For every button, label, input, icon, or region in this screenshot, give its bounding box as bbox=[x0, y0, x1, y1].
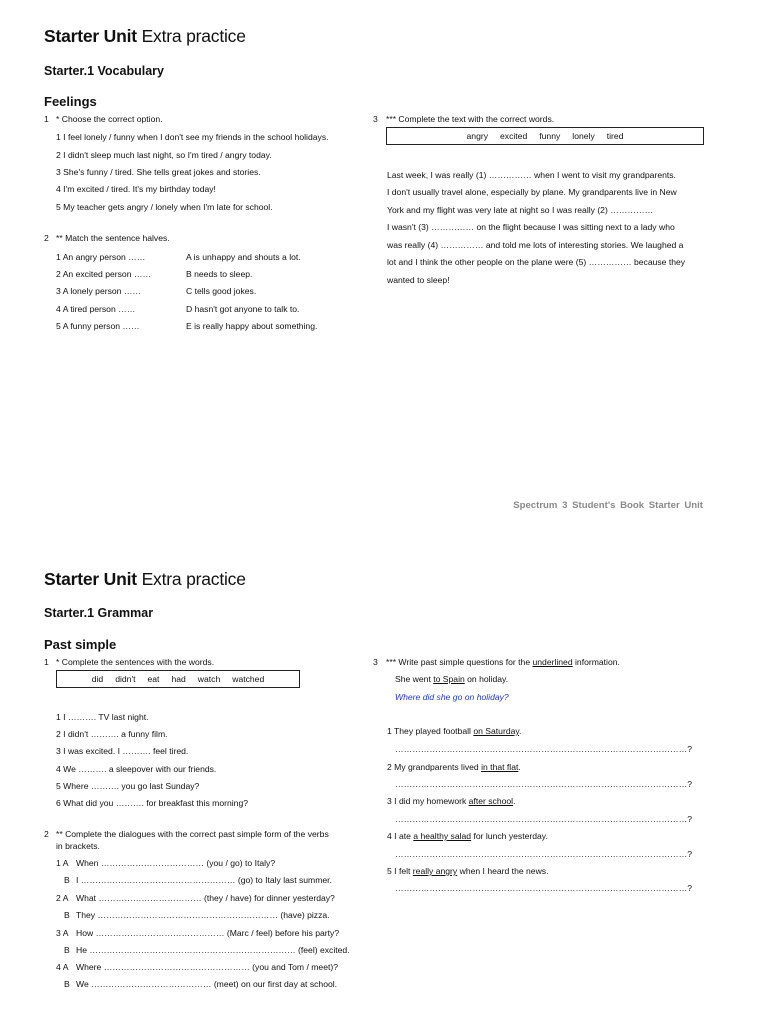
word-bank-word: did bbox=[91, 673, 104, 684]
match-right: B needs to sleep. bbox=[186, 269, 253, 279]
word-bank-word: angry bbox=[466, 130, 489, 141]
exercise-item: 3 I was excited. I ………. feel tired. bbox=[56, 746, 189, 756]
dialogue-label: 2 A bbox=[56, 893, 69, 903]
dialogue-label: 1 A bbox=[56, 858, 69, 868]
page-footer: Spectrum 3 Student's Book Starter Unit bbox=[513, 500, 703, 511]
text-line: I don't usually travel alone, especially by plane. My grandparents live in New bbox=[387, 187, 677, 197]
dialogue-line: We …………………………………… (meet) on our first day at school. bbox=[76, 979, 338, 989]
exercise-number: 1 bbox=[44, 657, 49, 667]
match-right: A is unhappy and shouts a lot. bbox=[186, 252, 301, 262]
answer-line[interactable]: …………………………………………………………………………………………? bbox=[395, 883, 692, 893]
question-part: 3 I did my homework bbox=[387, 796, 469, 806]
question-part: . bbox=[518, 762, 521, 772]
dialogue-line: They ……………………………………………………… (have) pizza. bbox=[76, 910, 330, 920]
subtitle: Starter.1 Grammar bbox=[44, 606, 154, 620]
question-part: . bbox=[513, 796, 516, 806]
page-title bbox=[44, 26, 246, 47]
exercise-number: 2 bbox=[44, 829, 49, 839]
exercise-item: 1 I feel lonely / funny when I don't see my friends in the school holidays. bbox=[56, 132, 329, 142]
exercise-instruction: * Choose the correct option. bbox=[56, 114, 163, 124]
word-bank-word: didn't bbox=[115, 673, 136, 684]
exercise-item: 4 I'm excited / tired. It's my birthday today! bbox=[56, 184, 216, 194]
exercise-item: 5 My teacher gets angry / lonely when I'm late for school. bbox=[56, 202, 273, 212]
example-part: She went bbox=[395, 674, 434, 684]
exercise-item: 3 She's funny / tired. She tells great jokes and stories. bbox=[56, 167, 261, 177]
question-underlined: in that flat bbox=[481, 762, 519, 772]
question-part: 5 I felt bbox=[387, 866, 413, 876]
title-bold: Starter Unit bbox=[44, 26, 137, 46]
exercise-item: 6 What did you ………. for breakfast this morning? bbox=[56, 798, 249, 808]
example-sentence bbox=[395, 675, 508, 684]
title-rest: Extra practice bbox=[136, 569, 246, 589]
exercise-instruction: in brackets. bbox=[56, 841, 100, 851]
question-item bbox=[387, 797, 516, 806]
subtitle: Starter.1 Vocabulary bbox=[44, 64, 164, 78]
example-part: on holiday. bbox=[464, 674, 509, 684]
match-left: 1 An angry person …… bbox=[56, 252, 146, 262]
question-part: 1 They played football bbox=[387, 726, 474, 736]
word-bank-word: excited bbox=[500, 130, 528, 141]
dialogue-line: What ……………………………… (they / have) for dinner yesterday? bbox=[76, 893, 335, 903]
exercise-instruction: ** Match the sentence halves. bbox=[56, 233, 170, 243]
word-bank-word: eat bbox=[147, 673, 160, 684]
exercise-number: 3 bbox=[373, 657, 378, 667]
text-line: Last week, I was really (1) …………… when I went to visit my grandparents. bbox=[387, 170, 676, 180]
dialogue-line: I ……………………………………………… (go) to Italy last summer. bbox=[76, 875, 332, 885]
dialogue-line: Where …………………………………………… (you and Tom / meet)? bbox=[76, 962, 338, 972]
text-line: was really (4) …………… and told me lots of interesting stories. We laughed a bbox=[387, 240, 684, 250]
exercise-instruction: ** Complete the dialogues with the correct past simple form of the verbs bbox=[56, 829, 329, 839]
question-underlined: after school bbox=[468, 796, 514, 806]
question-part: for lunch yesterday. bbox=[471, 831, 548, 841]
question-part: 4 I ate bbox=[387, 831, 414, 841]
dialogue-label: B bbox=[64, 945, 70, 955]
word-bank-word: lonely bbox=[572, 130, 595, 141]
exercise-number: 2 bbox=[44, 233, 49, 243]
match-left: 2 An excited person …… bbox=[56, 269, 152, 279]
match-right: C tells good jokes. bbox=[186, 286, 257, 296]
dialogue-line: When ……………………………… (you / go) to Italy? bbox=[76, 858, 276, 868]
example-answer: Where did she go on holiday? bbox=[395, 692, 509, 702]
section-heading: Feelings bbox=[44, 94, 97, 109]
dialogue-label: B bbox=[64, 979, 70, 989]
match-left: 3 A lonely person …… bbox=[56, 286, 142, 296]
exercise-item: 5 Where ………. you go last Sunday? bbox=[56, 781, 200, 791]
question-part: . bbox=[519, 726, 522, 736]
question-underlined: really angry bbox=[412, 866, 458, 876]
word-bank-word: had bbox=[171, 673, 186, 684]
word-bank-word: watch bbox=[197, 673, 221, 684]
instruction-part: information. bbox=[572, 657, 620, 667]
word-bank-word: funny bbox=[539, 130, 561, 141]
match-right: E is really happy about something. bbox=[186, 321, 318, 331]
instruction-underlined: underlined bbox=[532, 657, 573, 667]
page-title bbox=[44, 569, 246, 590]
exercise-number: 1 bbox=[44, 114, 49, 124]
exercise-item: 4 We ………. a sleepover with our friends. bbox=[56, 764, 217, 774]
text-line: wanted to sleep! bbox=[387, 275, 450, 285]
question-item bbox=[387, 832, 548, 841]
answer-line[interactable]: …………………………………………………………………………………………? bbox=[395, 814, 692, 824]
question-item bbox=[387, 727, 521, 736]
question-part: 2 My grandparents lived bbox=[387, 762, 482, 772]
exercise-number: 3 bbox=[373, 114, 378, 124]
instruction-part: *** Write past simple questions for the bbox=[386, 657, 533, 667]
title-rest: Extra practice bbox=[136, 26, 246, 46]
section-heading: Past simple bbox=[44, 637, 117, 652]
answer-line[interactable]: …………………………………………………………………………………………? bbox=[395, 779, 692, 789]
dialogue-label: 4 A bbox=[56, 962, 69, 972]
match-left: 4 A tired person …… bbox=[56, 304, 136, 314]
dialogue-line: He ……………………………………………………………… (feel) excited. bbox=[76, 945, 350, 955]
question-item bbox=[387, 763, 521, 772]
question-part: when I heard the news. bbox=[457, 866, 549, 876]
text-line: York and my flight was very late at night so I was really (2) …………… bbox=[387, 205, 654, 215]
title-bold: Starter Unit bbox=[44, 569, 137, 589]
question-item bbox=[387, 867, 548, 876]
answer-line[interactable]: …………………………………………………………………………………………? bbox=[395, 744, 692, 754]
exercise-instruction bbox=[386, 658, 620, 667]
dialogue-line: How ……………………………………… (Marc / feel) before his party? bbox=[76, 928, 340, 938]
exercise-item: 1 I ………. TV last night. bbox=[56, 712, 149, 722]
question-underlined: a healthy salad bbox=[413, 831, 472, 841]
word-bank-word: watched bbox=[232, 673, 265, 684]
exercise-instruction: * Complete the sentences with the words. bbox=[56, 657, 215, 667]
match-right: D hasn't got anyone to talk to. bbox=[186, 304, 300, 314]
dialogue-label: B bbox=[64, 875, 70, 885]
dialogue-label: B bbox=[64, 910, 70, 920]
text-line: I wasn't (3) …………… on the flight because I was sitting next to a lady who bbox=[387, 222, 675, 232]
example-underlined: to Spain bbox=[433, 674, 465, 684]
word-bank bbox=[386, 127, 704, 145]
match-left: 5 A funny person …… bbox=[56, 321, 140, 331]
answer-line[interactable]: …………………………………………………………………………………………? bbox=[395, 849, 692, 859]
question-underlined: on Saturday bbox=[473, 726, 520, 736]
exercise-item: 2 I didn't sleep much last night, so I'm tired / angry today. bbox=[56, 150, 272, 160]
word-bank-word: tired bbox=[606, 130, 624, 141]
exercise-instruction: *** Complete the text with the correct words. bbox=[386, 114, 555, 124]
dialogue-label: 3 A bbox=[56, 928, 69, 938]
word-bank bbox=[56, 670, 300, 688]
exercise-item: 2 I didn't ………. a funny film. bbox=[56, 729, 168, 739]
text-line: lot and I think the other people on the plane were (5) …………… because they bbox=[387, 257, 686, 267]
